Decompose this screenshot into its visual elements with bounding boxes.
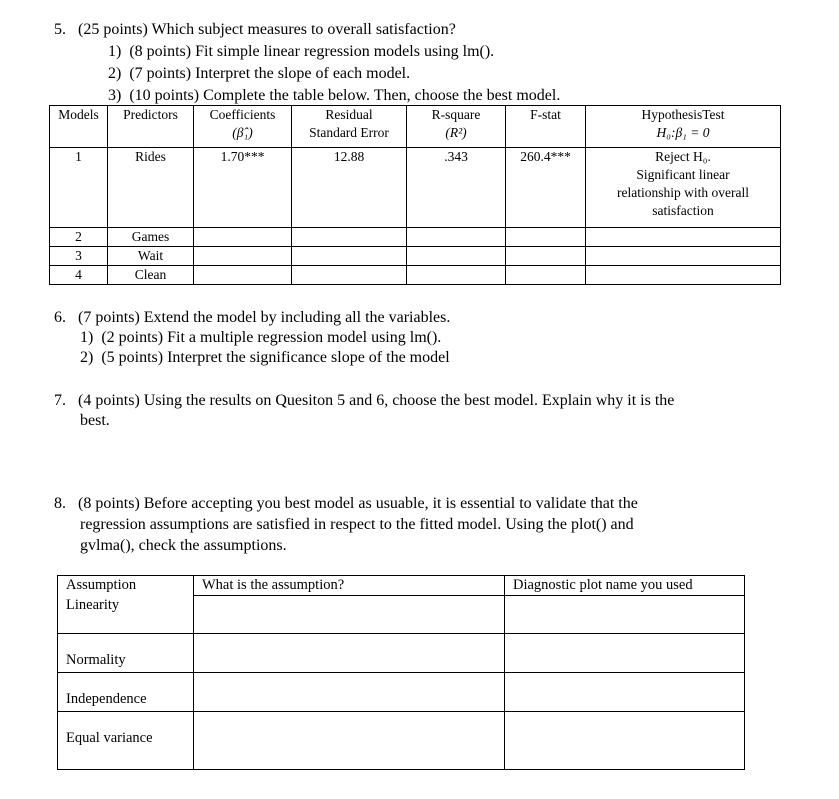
cell-diagnostic-plot[interactable] bbox=[505, 596, 745, 634]
q8-number: 8. bbox=[54, 495, 66, 512]
header-hypothesis-test: HypothesisTest H₀:β₁ = 0 bbox=[586, 106, 781, 148]
header-f-stat: F-stat bbox=[506, 106, 586, 148]
cell-what-assumption[interactable] bbox=[194, 673, 505, 712]
q7-number: 7. bbox=[54, 392, 66, 409]
q5-number: 5. bbox=[54, 21, 66, 38]
cell-hypothesis-result: Reject H₀. Significant linear relationship with overall satisfaction bbox=[586, 148, 781, 228]
q7-heading bbox=[54, 391, 674, 411]
cell-diagnostic-plot[interactable] bbox=[505, 634, 745, 673]
q5-part-2 bbox=[108, 64, 410, 84]
header-predictors: Predictors bbox=[108, 106, 194, 148]
cell-coefficient[interactable] bbox=[194, 228, 292, 247]
cell-assumption-name: Independence bbox=[58, 673, 194, 712]
q5-part-2-num: 2) bbox=[108, 65, 122, 82]
table-row bbox=[58, 634, 745, 673]
cell-assumption-name: Linearity bbox=[58, 596, 194, 634]
header-r-square: R-square (R²) bbox=[407, 106, 506, 148]
header-assumption: Assumption bbox=[58, 576, 194, 596]
q6-text: (7 points) Extend the model by including all the variables. bbox=[78, 309, 451, 326]
q5-heading bbox=[54, 20, 456, 40]
cell-r-square[interactable] bbox=[407, 247, 506, 266]
cell-r-square[interactable] bbox=[407, 266, 506, 285]
cell-coefficient[interactable] bbox=[194, 247, 292, 266]
q5-part-3-num: 3) bbox=[108, 87, 122, 104]
q5-part-3-text: (10 points) Complete the table below. Then, choose the best model. bbox=[129, 87, 561, 104]
regression-results-table bbox=[49, 105, 781, 285]
q5-part-3 bbox=[108, 86, 560, 106]
cell-model: 2 bbox=[50, 228, 108, 247]
q5-part-1 bbox=[108, 42, 494, 62]
q5-text: (25 points) Which subject measures to overall satisfaction? bbox=[78, 21, 456, 38]
table-row bbox=[50, 266, 781, 285]
cell-model: 3 bbox=[50, 247, 108, 266]
cell-r-square: .343 bbox=[407, 148, 506, 228]
q6-heading bbox=[54, 308, 450, 328]
cell-predictor: Games bbox=[108, 228, 194, 247]
q8-line-1: (8 points) Before accepting you best model as usuable, it is essential to validate that the bbox=[78, 495, 638, 512]
q5-part-2-text: (7 points) Interpret the slope of each model. bbox=[129, 65, 411, 82]
cell-f-stat: 260.4*** bbox=[506, 148, 586, 228]
table-row bbox=[58, 673, 745, 712]
cell-hypothesis-result[interactable] bbox=[586, 228, 781, 247]
q6-part-1-text: (2 points) Fit a multiple regression model using lm(). bbox=[101, 329, 442, 346]
table-row bbox=[50, 247, 781, 266]
table-row bbox=[58, 596, 745, 634]
q6-part-1 bbox=[80, 328, 441, 348]
q8-heading bbox=[54, 494, 638, 514]
cell-assumption-name: Normality bbox=[58, 634, 194, 673]
header-rse: Residual Standard Error bbox=[292, 106, 407, 148]
cell-diagnostic-plot[interactable] bbox=[505, 712, 745, 770]
table-row bbox=[50, 228, 781, 247]
table-header-row bbox=[58, 576, 745, 596]
cell-hypothesis-result[interactable] bbox=[586, 247, 781, 266]
q8-line-2: regression assumptions are satisfied in respect to the fitted model. Using the plot() and bbox=[80, 516, 634, 533]
header-diagnostic-plot: Diagnostic plot name you used bbox=[505, 576, 745, 596]
cell-f-stat[interactable] bbox=[506, 247, 586, 266]
cell-model: 1 bbox=[50, 148, 108, 228]
cell-what-assumption[interactable] bbox=[194, 712, 505, 770]
cell-diagnostic-plot[interactable] bbox=[505, 673, 745, 712]
cell-hypothesis-result[interactable] bbox=[586, 266, 781, 285]
cell-coefficient: 1.70*** bbox=[194, 148, 292, 228]
table-row bbox=[58, 712, 745, 770]
q5-part-1-text: (8 points) Fit simple linear regression models using lm(). bbox=[129, 43, 495, 60]
cell-assumption-name: Equal variance bbox=[58, 712, 194, 770]
cell-predictor: Wait bbox=[108, 247, 194, 266]
cell-rse[interactable] bbox=[292, 266, 407, 285]
assumptions-table bbox=[57, 575, 745, 770]
header-what-assumption: What is the assumption? bbox=[194, 576, 505, 596]
header-models: Models bbox=[50, 106, 108, 148]
q6-part-2-num: 2) bbox=[80, 349, 94, 366]
q6-number: 6. bbox=[54, 309, 66, 326]
cell-predictor: Clean bbox=[108, 266, 194, 285]
cell-coefficient[interactable] bbox=[194, 266, 292, 285]
q6-part-2-text: (5 points) Interpret the significance slope of the model bbox=[101, 349, 450, 366]
cell-rse[interactable] bbox=[292, 247, 407, 266]
cell-rse[interactable] bbox=[292, 228, 407, 247]
cell-predictor: Rides bbox=[108, 148, 194, 228]
q7-line-1: (4 points) Using the results on Quesiton 5 and 6, choose the best model. Explain why it is the bbox=[78, 392, 675, 409]
cell-r-square[interactable] bbox=[407, 228, 506, 247]
table-header-row bbox=[50, 106, 781, 148]
cell-f-stat[interactable] bbox=[506, 266, 586, 285]
q6-part-2 bbox=[80, 348, 450, 368]
cell-model: 4 bbox=[50, 266, 108, 285]
table-row bbox=[50, 148, 781, 228]
cell-f-stat[interactable] bbox=[506, 228, 586, 247]
cell-what-assumption[interactable] bbox=[194, 596, 505, 634]
cell-rse: 12.88 bbox=[292, 148, 407, 228]
q7-line-2: best. bbox=[80, 412, 110, 429]
q6-part-1-num: 1) bbox=[80, 329, 94, 346]
header-coefficients: Coefficients (β̂₁) bbox=[194, 106, 292, 148]
cell-what-assumption[interactable] bbox=[194, 634, 505, 673]
q5-part-1-num: 1) bbox=[108, 43, 122, 60]
q8-line-3: gvlma(), check the assumptions. bbox=[80, 537, 287, 554]
